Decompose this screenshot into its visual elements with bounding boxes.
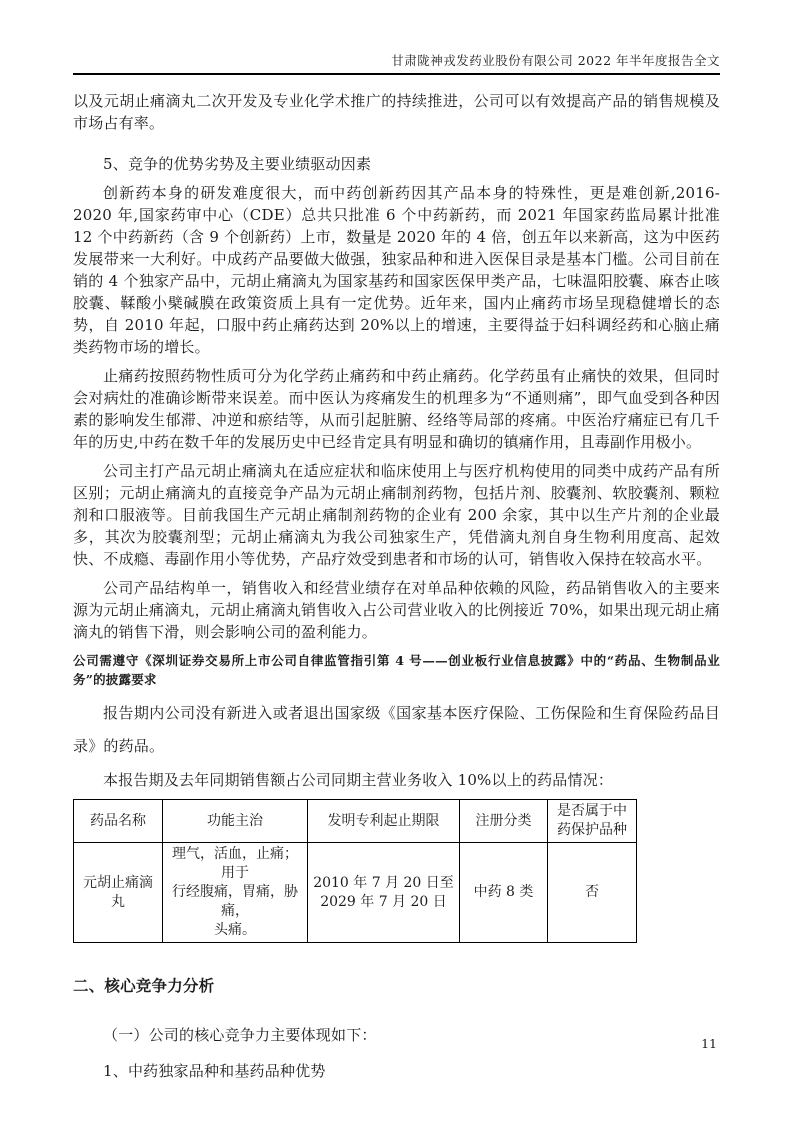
cell-indication: 理气，活血，止痛；用于 行经腹痛，胃痛，胁痛， 头痛。 bbox=[163, 843, 308, 943]
paragraph-flagship-product: 公司主打产品元胡止痛滴丸在适应症状和临床使用上与医疗机构使用的同类中成药产品有所区别；元胡止痛滴丸的直接竞争产品为元胡止痛制剂药物，包括片剂、胶囊剂、软胶囊剂、颗粒剂和口服液等。目前我国生产元胡止痛制剂药物的企业有 200 余家，其中以生产片剂的企业最多，其次为胶囊剂型；元胡止痛滴丸为我公司独家生产，凭借滴丸剂自身生物利用度高、起效快、不成瘾、毒副作用小等优势，产品疗效受到患者和市场的认可，销售收入保持在较高水平。 bbox=[73, 462, 720, 568]
paragraph-painkiller-classes: 止痛药按照药物性质可分为化学药止痛药和中药止痛药。化学药虽有止痛快的效果，但同时会对病灶的准确诊断带来误差。而中医认为疼痛发生的机理多为“不通则痛”，即气血受到各种因素的影响发生郁滞、冲逆和瘀结等，从而引起脏腑、经络等局部的疼痛。中医治疗痛症已有几千年的历史,中药在数千年的发展历史中已经肯定具有明显和确切的镇痛作用，且毒副作用极小。 bbox=[73, 367, 720, 451]
paragraph-innovation-drugs: 创新药本身的研发难度很大，而中药创新药因其产品本身的特殊性，更是难创新,2016-2020 年,国家药审中心（CDE）总共只批准 6 个中药新药，而 2021 年国家药监局累计批准 12 个中药新药（含 9 个创新药）上市，数量是 2020 年的 4 倍，创五年以来新高，这为中医药发展带来一大利好。中成药产品要做大做强，独家品种和进入医保目录是基本门槛。公司目前在销的 4 个独家产品中，元胡止痛滴丸为国家基药和国家医保甲类产品，七味温阳胶囊、麻杏止咳胶囊、鞣酸小檗碱膜在政策资质上具有一定优势。近年来，国内止痛药市场呈现稳健增长的态势，自 2010 年起，口服中药止痛药达到 20%以上的增速，主要得益于妇科调经药和心脑止痛类药物市场的增长。 bbox=[73, 184, 720, 356]
paragraph-carryover: 以及元胡止痛滴丸二次开发及专业化学术推广的持续推进，公司可以有效提高产品的销售规模及市场占有率。 bbox=[73, 92, 720, 132]
paragraph-insurance-catalog: 报告期内公司没有新进入或者退出国家级《国家基本医疗保险、工伤保险和生育保险药品目录》的药品。 bbox=[73, 704, 720, 755]
col-header-indication: 功能主治 bbox=[163, 800, 308, 843]
page-number: 11 bbox=[701, 1036, 717, 1051]
heading-item-5: 5、竞争的优势劣势及主要业绩驱动因素 bbox=[103, 155, 372, 173]
drug-info-table bbox=[73, 799, 637, 943]
section-heading-core-competitiveness: 二、核心竞争力分析 bbox=[73, 976, 215, 995]
subsection-item-1: 1、中药独家品种和基药品种优势 bbox=[103, 1062, 326, 1080]
col-header-registration: 注册分类 bbox=[460, 800, 548, 843]
col-header-patent-term: 发明专利起止期限 bbox=[308, 800, 460, 843]
cell-drug-name: 元胡止痛滴丸 bbox=[74, 843, 163, 943]
running-header: 甘肃陇神戎发药业股份有限公司 2022 年半年度报告全文 bbox=[73, 52, 720, 75]
table-row bbox=[74, 843, 637, 943]
col-header-drug-name: 药品名称 bbox=[74, 800, 163, 843]
table-header-row bbox=[74, 800, 637, 843]
paragraph-single-product-risk: 公司产品结构单一，销售收入和经营业绩存在对单品种依赖的风险，药品销售收入的主要来源为元胡止痛滴丸，元胡止痛滴丸销售收入占公司营业收入的比例接近 70%，如果出现元胡止痛滴丸的销售下滑，则会影响公司的盈利能力。 bbox=[73, 579, 720, 641]
col-header-tcm-protection: 是否属于中药保护品种 bbox=[548, 800, 637, 843]
cell-registration: 中药 8 类 bbox=[460, 843, 548, 943]
disclosure-requirement-note: 公司需遵守《深圳证券交易所上市公司自律监管指引第 4 号——创业板行业信息披露》中的“药品、生物制品业务”的披露要求 bbox=[73, 653, 720, 687]
paragraph-table-intro: 本报告期及去年同期销售额占公司同期主营业务收入 10%以上的药品情况： bbox=[103, 771, 614, 789]
cell-patent-term: 2010 年 7 月 20 日至 2029 年 7 月 20 日 bbox=[308, 843, 460, 943]
subsection-heading-1: （一）公司的核心竞争力主要体现如下： bbox=[103, 1026, 377, 1044]
cell-tcm-protection: 否 bbox=[548, 843, 637, 943]
